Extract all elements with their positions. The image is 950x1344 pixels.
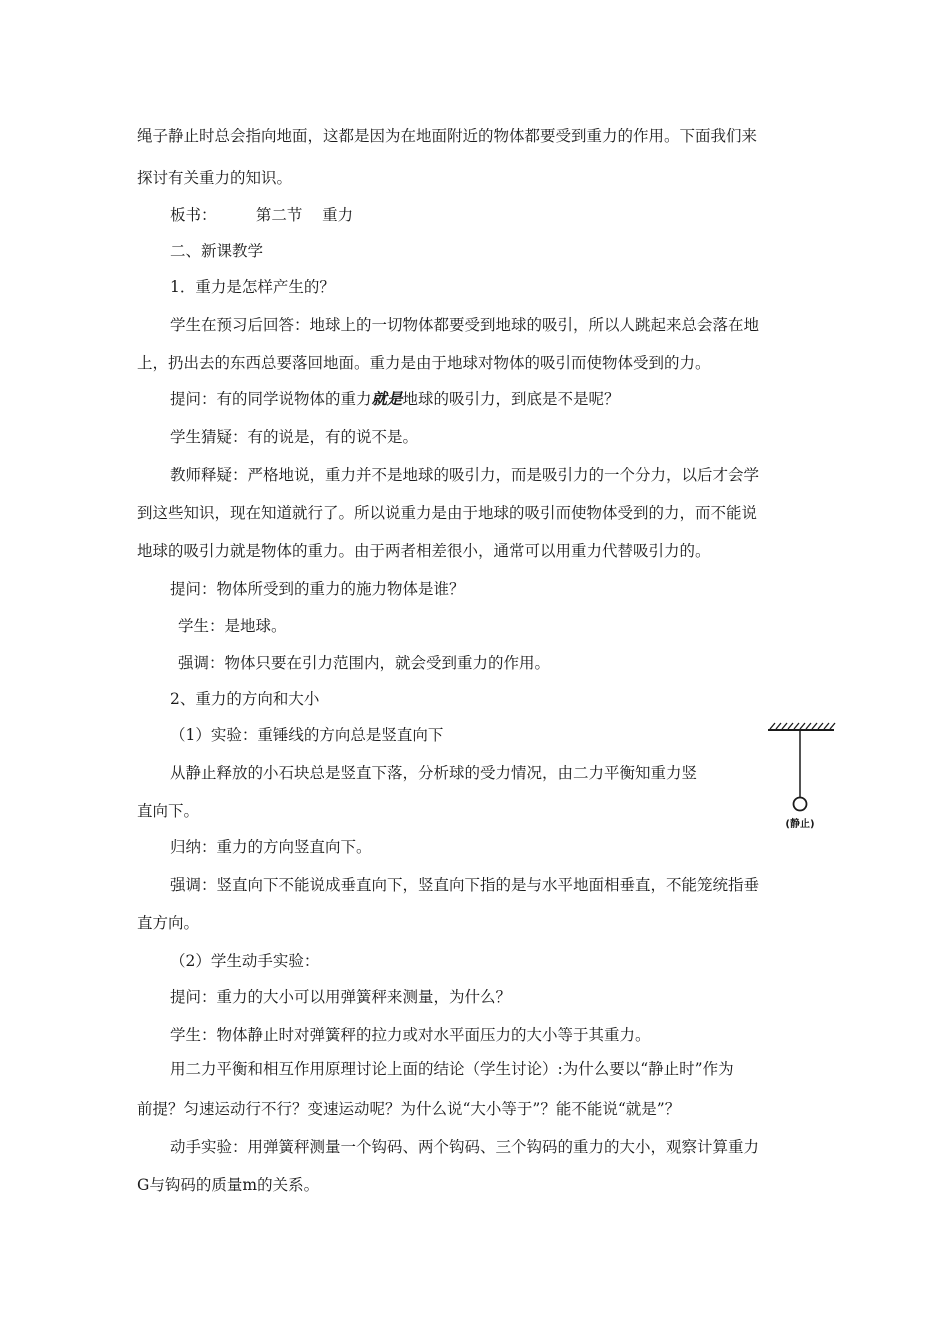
paragraph-line: 地球的吸引力就是物体的重力。由于两者相差很小，通常可以用重力代替吸引力的。 [137, 542, 711, 560]
experiment-heading: （2）学生动手实验： [170, 952, 320, 970]
plumb-line-diagram [760, 718, 840, 818]
paragraph-line: 绳子静止时总会指向地面，这都是因为在地面附近的物体都要受到重力的作用。下面我们来 [137, 127, 758, 145]
question-text-pre: 提问：有的同学说物体的重力 [170, 390, 372, 408]
paragraph-line: 用二力平衡和相互作用原理讨论上面的结论（学生讨论）:为什么要以“静止时”作为 [170, 1060, 734, 1078]
board-heading: 板书： 第二节 重力 [170, 206, 354, 224]
paragraph-line: 强调：竖直向下不能说成垂直向下，竖直向下指的是与水平地面相垂直，不能笼统指垂 [170, 876, 760, 894]
plumb-line-figure [760, 718, 840, 838]
paragraph-line: 探讨有关重力的知识。 [137, 169, 293, 187]
ceiling-hatch [768, 723, 835, 730]
paragraph-line: 从静止释放的小石块总是竖直下落，分析球的受力情况，由二力平衡知重力竖 [170, 764, 698, 782]
subsection-heading: 1．重力是怎样产生的？ [170, 278, 335, 296]
paragraph-line: 教师释疑：严格地说，重力并不是地球的吸引力，而是吸引力的一个分力，以后才会学 [170, 466, 760, 484]
paragraph-line: 动手实验：用弹簧秤测量一个钩码、两个钩码、三个钩码的重力的大小，观察计算重力 [170, 1138, 760, 1156]
paragraph-line: 直方向。 [137, 914, 200, 932]
paragraph-line: 学生在预习后回答：地球上的一切物体都要受到地球的吸引，所以人跳起来总会落在地 [170, 316, 760, 334]
answer-line: 学生：是地球。 [178, 617, 287, 635]
question-line: 提问：重力的大小可以用弹簧秤来测量，为什么？ [170, 988, 512, 1006]
paragraph-line: 直向下。 [137, 802, 200, 820]
paragraph-line: 到这些知识，现在知道就行了。所以说重力是由于地球的吸引而使物体受到的力，而不能说 [137, 504, 758, 522]
emphasis-text: 就是 [371, 389, 403, 408]
section-heading: 二、新课教学 [170, 242, 264, 260]
subsection-heading: 2、重力的方向和大小 [170, 690, 320, 708]
paragraph-line: 上，扔出去的东西总要落回地面。重力是由于地球对物体的吸引而使物体受到的力。 [137, 354, 711, 372]
summary-line: 归纳：重力的方向竖直向下。 [170, 838, 372, 856]
question-text-post: 地球的吸引力，到底是不是呢？ [402, 390, 620, 408]
question-line: 提问：物体所受到的重力的施力物体是谁？ [170, 580, 465, 598]
paragraph-line: G与钩码的质量m的关系。 [137, 1176, 320, 1194]
paragraph-line: 学生猜疑：有的说是，有的说不是。 [170, 428, 419, 446]
answer-line: 学生：物体静止时对弹簧秤的拉力或对水平面压力的大小等于其重力。 [170, 1026, 651, 1044]
plumb-bob [794, 798, 807, 811]
figure-caption: (静止) [785, 819, 815, 830]
paragraph-line: 前提？匀速运动行不行？变速运动呢？为什么说“大小等于”？能不能说“就是”？ [137, 1100, 681, 1118]
question-line [170, 389, 620, 409]
emphasis-line: 强调：物体只要在引力范围内，就会受到重力的作用。 [178, 654, 551, 672]
experiment-heading: （1）实验：重锤线的方向总是竖直向下 [170, 726, 444, 744]
